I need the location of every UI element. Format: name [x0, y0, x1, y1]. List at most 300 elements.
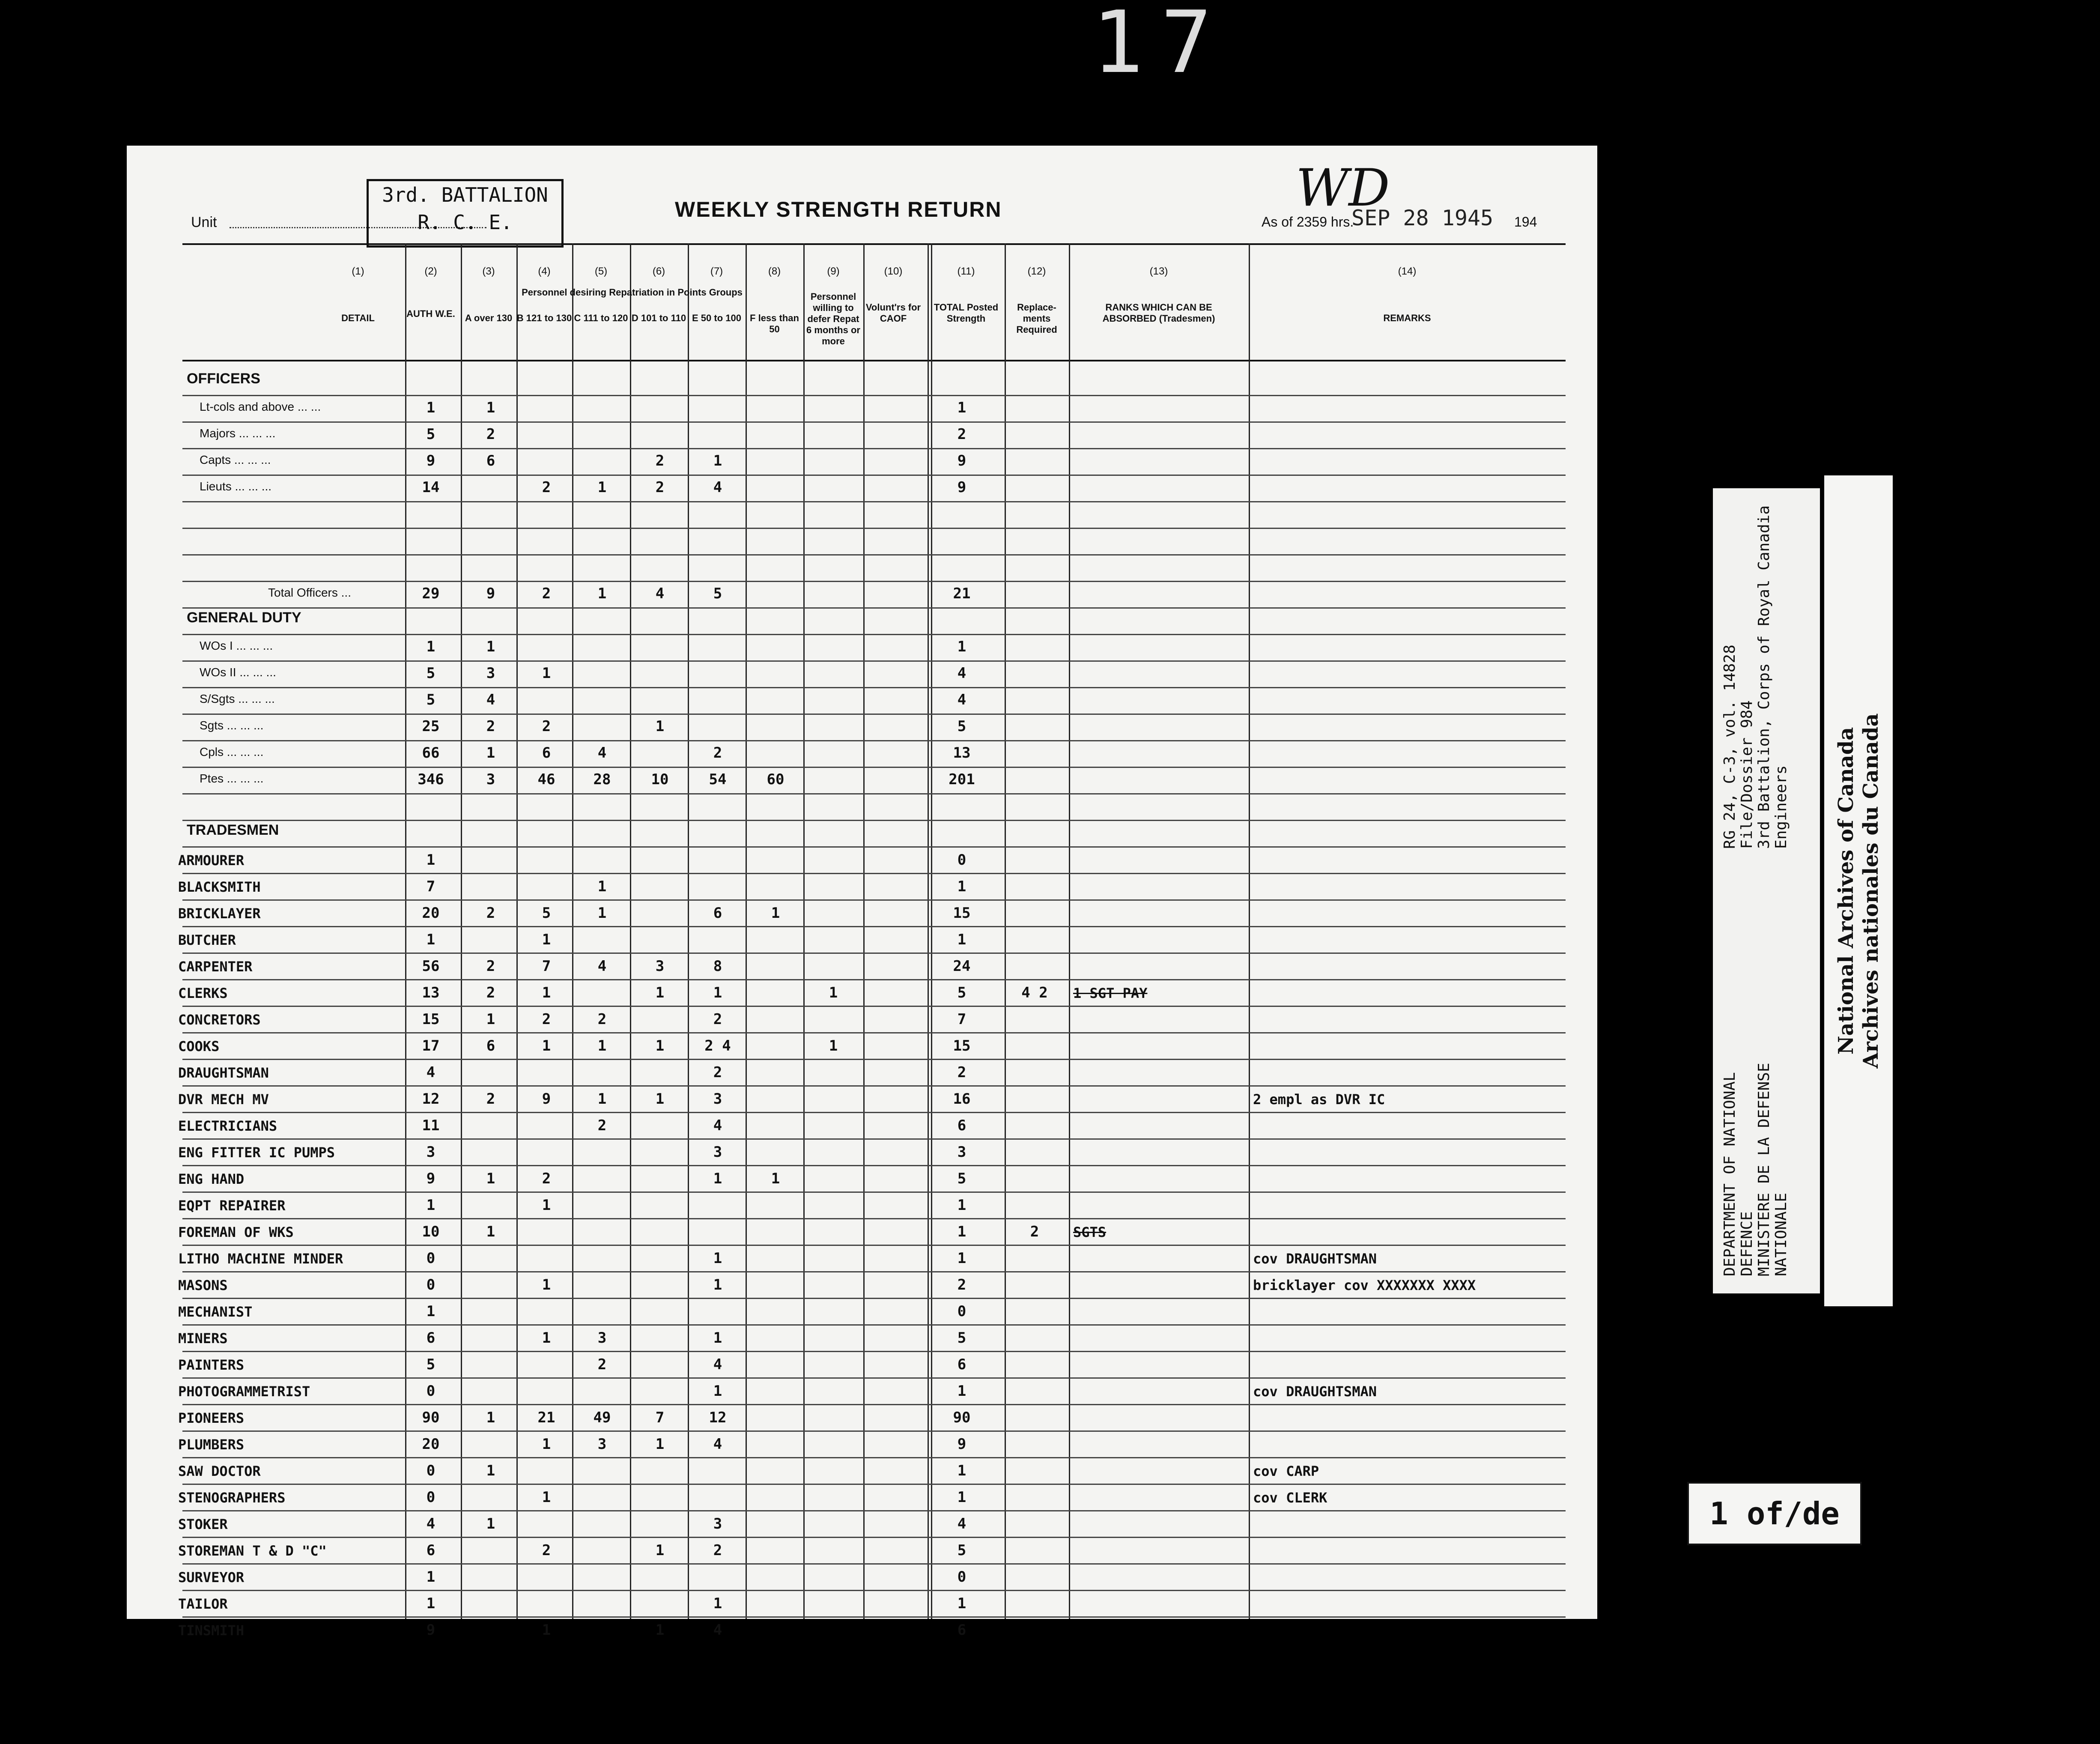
cell-c11: 1: [957, 1383, 966, 1400]
col-num-13: (13): [1149, 266, 1168, 277]
cell-c4: 7: [542, 958, 551, 975]
remark-text: 2 empl as DVR IC: [1253, 1091, 1385, 1108]
cell-c11: 0: [957, 851, 966, 869]
row-detail: Ptes ... ... ...: [200, 772, 264, 785]
cell-c11: 21: [953, 585, 971, 602]
cell-c2: 0: [426, 1276, 436, 1293]
cell-c2: 4: [426, 1515, 436, 1532]
row-rule: [182, 953, 1566, 954]
cell-c2: 9: [426, 452, 436, 469]
row-rule: [182, 1218, 1566, 1219]
cell-c2: 1: [426, 931, 436, 948]
cell-c2: 20: [422, 905, 440, 922]
cell-c2: 29: [422, 585, 440, 602]
reference-line: File/Dossier 984: [1738, 700, 1756, 849]
row-rule: [182, 1537, 1566, 1538]
cell-c6: 1: [655, 1037, 665, 1054]
row-detail: CARPENTER: [178, 959, 253, 975]
handwritten-note: WD: [1296, 158, 1390, 218]
cell-c7: 8: [713, 958, 722, 975]
reference-line: RG 24, C-3, vol. 14828: [1721, 645, 1739, 849]
cell-c6: 2: [655, 479, 665, 496]
col-head-remarks: REMARKS: [1383, 313, 1431, 323]
section-general-duty: GENERAL DUTY: [187, 609, 301, 626]
cell-c4: 1: [542, 1197, 551, 1214]
cell-c2: 1: [426, 1303, 436, 1320]
row-detail: MASONS: [178, 1277, 228, 1293]
row-rule: [182, 607, 1566, 609]
cell-c7: 1: [713, 452, 722, 469]
col-head-a: A over 130: [465, 313, 513, 323]
cell-c11: 0: [957, 1568, 966, 1586]
cell-c11: 2: [957, 1064, 966, 1081]
row-rule: [182, 448, 1566, 449]
cell-c3: 4: [486, 691, 495, 708]
row-rule: [182, 846, 1566, 848]
row-rule: [182, 395, 1566, 396]
col-head-detail: DETAIL: [341, 313, 375, 323]
dept-line: DEPARTMENT OF NATIONAL: [1721, 1072, 1739, 1276]
cell-c11: 6: [957, 1622, 966, 1639]
col-num-11: (11): [957, 266, 975, 277]
row-detail: FOREMAN OF WKS: [178, 1224, 294, 1240]
column-rule: [746, 243, 747, 1619]
section-officers: OFFICERS: [187, 370, 260, 387]
cell-c2: 5: [426, 426, 436, 443]
col-head-defer: Personnel willing to defer Repat 6 months or more: [806, 291, 860, 346]
cell-c2: 20: [422, 1436, 440, 1453]
cell-c6: 1: [655, 1622, 665, 1639]
row-rule: [182, 820, 1566, 821]
cell-c2: 15: [422, 1011, 440, 1028]
cell-c11: 2: [957, 426, 966, 443]
row-rule: [182, 1006, 1566, 1007]
row-detail: COOKS: [178, 1038, 220, 1054]
row-rule: [182, 1351, 1566, 1352]
row-detail: SURVEYOR: [178, 1569, 245, 1586]
archives-card-inner: [1824, 475, 1893, 1306]
ranks-absorbed: 1 SGT PAY: [1073, 985, 1148, 1001]
cell-c11: 1: [957, 1595, 966, 1612]
cell-c7: 1: [713, 1595, 722, 1612]
row-detail: ELECTRICIANS: [178, 1118, 277, 1134]
cell-c4: 2: [542, 1542, 551, 1559]
row-detail: ENG HAND: [178, 1171, 245, 1187]
row-detail: WOs II ... ... ...: [200, 666, 276, 679]
cell-c11: 1: [957, 1489, 966, 1506]
cell-c11: 2: [957, 1276, 966, 1293]
cell-c2: 90: [422, 1409, 440, 1426]
cell-c11: 16: [953, 1090, 971, 1108]
cell-c11: 5: [957, 984, 966, 1001]
row-detail: S/Sgts ... ... ...: [200, 692, 275, 705]
cell-c7: 4: [713, 1436, 722, 1453]
cell-c3: 1: [486, 1011, 495, 1028]
row-rule: [182, 1165, 1566, 1166]
col-num-2: (2): [424, 266, 437, 277]
col-head-d: D 101 to 110: [631, 313, 686, 323]
column-rule: [1249, 243, 1250, 1619]
column-rule: [630, 243, 631, 1619]
cell-c7: 1: [713, 1329, 722, 1347]
col-head-b: B 121 to 130: [516, 313, 572, 323]
dept-block: [1721, 1063, 1790, 1277]
cell-c11: 1: [957, 878, 966, 895]
row-rule: [182, 1192, 1566, 1193]
cell-c11: 1: [957, 1223, 966, 1240]
row-detail: STOREMAN T & D "C": [178, 1543, 327, 1559]
col-head-auth: AUTH W.E.: [406, 308, 455, 319]
cell-c8: 60: [767, 771, 785, 788]
cell-c7: 6: [713, 905, 722, 922]
cell-c5: 4: [597, 958, 607, 975]
as-of-date-stamp: SEP 28 1945: [1351, 206, 1494, 230]
cell-c6: 1: [655, 1436, 665, 1453]
dept-line: DEFENCE: [1738, 1211, 1756, 1276]
cell-c7: 12: [709, 1409, 727, 1426]
column-rule: [461, 243, 462, 1619]
remark-text: cov CLERK: [1253, 1490, 1327, 1506]
cell-c11: 5: [957, 1170, 966, 1187]
cell-c11: 1: [957, 638, 966, 655]
reference-line: Engineers: [1772, 765, 1790, 849]
row-detail: ENG FITTER IC PUMPS: [178, 1144, 335, 1161]
cell-c3: 3: [486, 771, 495, 788]
cell-c11: 5: [957, 1542, 966, 1559]
archive-card-text: [1713, 493, 1824, 1289]
row-rule: [182, 581, 1566, 582]
cell-c4: 2: [542, 1011, 551, 1028]
group-header: Personnel desiring Repatriation in Points Groups: [522, 287, 743, 298]
row-detail: SAW DOCTOR: [178, 1463, 261, 1479]
column-rule: [572, 243, 573, 1619]
col-num-5: (5): [594, 266, 608, 277]
cell-c4: 1: [542, 1037, 551, 1054]
row-detail: Lieuts ... ... ...: [200, 480, 272, 493]
cell-c6: 7: [655, 1409, 665, 1426]
cell-c5: 2: [597, 1117, 607, 1134]
cell-c2: 4: [426, 1064, 436, 1081]
archives-card-text: [1824, 475, 1893, 1306]
row-rule: [182, 1138, 1566, 1140]
row-rule: [182, 660, 1566, 662]
cell-c6: 2: [655, 452, 665, 469]
cell-c12: 2: [1030, 1223, 1039, 1240]
cell-c11: 9: [957, 452, 966, 469]
cell-c4: 1: [542, 1489, 551, 1506]
cell-c6: 1: [655, 1542, 665, 1559]
row-detail: PAINTERS: [178, 1357, 245, 1373]
cell-c7: 2: [713, 744, 722, 762]
cell-c11: 4: [957, 665, 966, 682]
cell-c6: 1: [655, 1090, 665, 1108]
cell-c11: 13: [953, 744, 971, 762]
col-num-10: (10): [884, 266, 903, 277]
cell-c7: 2: [713, 1011, 722, 1028]
row-rule: [182, 554, 1566, 555]
cell-c5: 2: [597, 1011, 607, 1028]
dept-line: MINISTERE DE LA DEFENSE: [1755, 1063, 1773, 1276]
col-head-replacements: Replace-ments Required: [1016, 302, 1057, 335]
row-detail: TINSMITH: [178, 1622, 245, 1639]
cell-c5: 4: [597, 744, 607, 762]
cell-c4: 2: [542, 1170, 551, 1187]
cell-c11: 1: [957, 931, 966, 948]
row-rule: [182, 1377, 1566, 1379]
row-detail: DRAUGHTSMAN: [178, 1065, 269, 1081]
row-rule: [182, 1590, 1566, 1591]
column-rule: [516, 243, 518, 1619]
row-detail: Lt-cols and above ... ...: [200, 400, 321, 413]
row-rule: [182, 1298, 1566, 1299]
cell-c11: 6: [957, 1356, 966, 1373]
cell-c2: 1: [426, 1595, 436, 1612]
dept-line: NATIONALE: [1772, 1192, 1790, 1276]
cell-c7: 3: [713, 1144, 722, 1161]
col-head-f: F less than 50: [750, 313, 799, 334]
cell-c11: 15: [953, 905, 971, 922]
row-rule: [182, 1510, 1566, 1511]
cell-c2: 1: [426, 1568, 436, 1586]
row-detail: CLERKS: [178, 985, 228, 1001]
cell-c11: 7: [957, 1011, 966, 1028]
cell-c11: 3: [957, 1144, 966, 1161]
archive-card-inner: [1713, 493, 1820, 1289]
cell-c2: 5: [426, 1356, 436, 1373]
cell-c3: 2: [486, 984, 495, 1001]
cell-c6: 1: [655, 984, 665, 1001]
col-num-9: (9): [827, 266, 840, 277]
cell-c7: 4: [713, 1117, 722, 1134]
cell-c9: 1: [829, 1037, 838, 1054]
row-detail: LITHO MACHINE MINDER: [178, 1251, 343, 1267]
cell-c2: 0: [426, 1462, 436, 1479]
col-head-total: TOTAL Posted Strength: [934, 302, 999, 324]
column-rule: [928, 243, 929, 1619]
row-rule: [182, 421, 1566, 423]
cell-c4: 5: [542, 905, 551, 922]
cell-c4: 9: [542, 1090, 551, 1108]
cell-c2: 5: [426, 665, 436, 682]
row-detail: MECHANIST: [178, 1304, 253, 1320]
cell-c5: 1: [597, 905, 607, 922]
cell-c11: 201: [949, 771, 975, 788]
row-rule: [182, 1112, 1566, 1113]
row-rule: [182, 475, 1566, 476]
col-head-ranks: RANKS WHICH CAN BE ABSORBED (Tradesmen): [1102, 302, 1215, 324]
cell-c3: 2: [486, 1090, 495, 1108]
stamp-line-1: 3rd. BATTALION: [382, 183, 548, 206]
cell-c2: 3: [426, 1144, 436, 1161]
row-rule: [182, 1404, 1566, 1405]
cell-c2: 6: [426, 1542, 436, 1559]
row-rule: [182, 1271, 1566, 1272]
row-rule: [182, 634, 1566, 635]
row-rule: [182, 899, 1566, 901]
cell-c2: 1: [426, 638, 436, 655]
ranks-absorbed: SGTS: [1073, 1224, 1107, 1240]
cell-c2: 6: [426, 1329, 436, 1347]
cell-c11: 0: [957, 1303, 966, 1320]
row-detail: CONCRETORS: [178, 1012, 261, 1028]
year-suffix: 194: [1514, 214, 1537, 230]
cell-c2: 0: [426, 1489, 436, 1506]
cell-c4: 2: [542, 718, 551, 735]
cell-c7: 3: [713, 1515, 722, 1532]
row-rule: [182, 1032, 1566, 1033]
cell-c5: 1: [597, 585, 607, 602]
cell-c11: 1: [957, 1462, 966, 1479]
row-detail: DVR MECH MV: [178, 1091, 269, 1108]
row-rule: [182, 1059, 1566, 1060]
cell-c11: 90: [953, 1409, 971, 1426]
cell-c7: 4: [713, 1622, 722, 1639]
header-rule-bottom: [182, 360, 1566, 361]
cell-c3: 1: [486, 638, 495, 655]
row-rule: [182, 501, 1566, 502]
cell-c2: 1: [426, 399, 436, 416]
cell-c2: 17: [422, 1037, 440, 1054]
cell-c4: 1: [542, 665, 551, 682]
cell-c2: 0: [426, 1383, 436, 1400]
cell-c3: 1: [486, 1170, 495, 1187]
row-rule: [182, 1324, 1566, 1326]
row-rule: [182, 1484, 1566, 1485]
cell-c3: 9: [486, 585, 495, 602]
cell-c4: 1: [542, 984, 551, 1001]
cell-c5: 3: [597, 1329, 607, 1347]
cell-c5: 28: [593, 771, 611, 788]
row-rule: [182, 926, 1566, 927]
as-of-label: As of 2359 hrs.: [1262, 214, 1354, 230]
cell-c2: 56: [422, 958, 440, 975]
cell-c4: 46: [537, 771, 555, 788]
cell-c7: 1: [713, 1383, 722, 1400]
cell-c3: 2: [486, 426, 495, 443]
cell-c4: 1: [542, 1622, 551, 1639]
cell-c2: 10: [422, 1223, 440, 1240]
cell-c11: 5: [957, 718, 966, 735]
cell-c5: 1: [597, 878, 607, 895]
cell-c4: 1: [542, 1329, 551, 1347]
cell-c7: 3: [713, 1090, 722, 1108]
row-detail: Cpls ... ... ...: [200, 745, 264, 759]
form-title: WEEKLY STRENGTH RETURN: [675, 197, 1002, 221]
cell-c4: 1: [542, 1276, 551, 1293]
col-num-4: (4): [538, 266, 551, 277]
cell-c6: 4: [655, 585, 665, 602]
cell-c5: 3: [597, 1436, 607, 1453]
cell-c2: 5: [426, 691, 436, 708]
col-head-caof: Volunt'rs for CAOF: [865, 302, 921, 324]
row-rule: [182, 1457, 1566, 1458]
cell-c3: 2: [486, 718, 495, 735]
row-rule: [182, 873, 1566, 874]
page-label: 1 of/de: [1687, 1482, 1862, 1545]
row-detail: Sgts ... ... ...: [200, 719, 264, 732]
row-detail: ARMOURER: [178, 852, 245, 869]
cell-c2: 9: [426, 1622, 436, 1639]
col-head-c: C 111 to 120: [574, 313, 628, 323]
cell-c7: 54: [709, 771, 727, 788]
row-detail: Majors ... ... ...: [200, 427, 276, 440]
row-detail: PHOTOGRAMMETRIST: [178, 1383, 310, 1400]
col-num-8: (8): [768, 266, 781, 277]
row-detail: TAILOR: [178, 1596, 228, 1612]
cell-c5: 49: [593, 1409, 611, 1426]
row-rule: [182, 793, 1566, 794]
cell-c5: 1: [597, 479, 607, 496]
col-num-3: (3): [482, 266, 495, 277]
remark-text: bricklayer cov XXXXXXX XXXX: [1253, 1277, 1476, 1293]
row-detail: PLUMBERS: [178, 1436, 245, 1453]
remark-text: cov CARP: [1253, 1463, 1319, 1479]
cell-c9: 1: [829, 984, 838, 1001]
cell-c3: 1: [486, 399, 495, 416]
cell-c4: 1: [542, 1436, 551, 1453]
cell-c11: 1: [957, 1250, 966, 1267]
row-detail: EQPT REPAIRER: [178, 1198, 286, 1214]
cell-c11: 15: [953, 1037, 971, 1054]
cell-c3: 1: [486, 1462, 495, 1479]
column-rule: [688, 243, 689, 1619]
cell-c5: 1: [597, 1037, 607, 1054]
cell-c4: 2: [542, 585, 551, 602]
cell-c11: 9: [957, 479, 966, 496]
row-rule: [182, 687, 1566, 688]
row-detail: BRICKLAYER: [178, 905, 261, 922]
cell-c3: 1: [486, 1409, 495, 1426]
cell-c3: 6: [486, 1037, 495, 1054]
cell-c11: 4: [957, 691, 966, 708]
row-detail: BLACKSMITH: [178, 879, 261, 895]
row-detail: WOs I ... ... ...: [200, 639, 273, 652]
row-rule: [182, 767, 1566, 768]
cell-c2: 0: [426, 1250, 436, 1267]
column-rule: [931, 243, 932, 1619]
cell-c4: 21: [537, 1409, 555, 1426]
cell-c2: 11: [422, 1117, 440, 1134]
cell-c2: 66: [422, 744, 440, 762]
cell-c3: 1: [486, 744, 495, 762]
cell-c7: 1: [713, 1276, 722, 1293]
cell-c7: 2 4: [704, 1037, 731, 1054]
cell-c4: 1: [542, 931, 551, 948]
cell-c11: 1: [957, 399, 966, 416]
col-head-e: E 50 to 100: [692, 313, 741, 323]
header-rule-top: [182, 243, 1566, 245]
cell-c8: 1: [771, 1170, 780, 1187]
col-num-12: (12): [1027, 266, 1046, 277]
cell-c4: 6: [542, 744, 551, 762]
archives-name-fr: Archives nationales du Canada: [1859, 713, 1883, 1069]
cell-c7: 1: [713, 1250, 722, 1267]
row-detail: STOKER: [178, 1516, 228, 1532]
col-num-6: (6): [652, 266, 665, 277]
column-rule: [863, 243, 865, 1619]
cell-c12: 4 2: [1021, 984, 1048, 1001]
reference-block: [1721, 505, 1790, 849]
section-tradesmen: TRADESMEN: [187, 822, 279, 838]
stamp-line-2: R. C. E.: [418, 211, 513, 234]
cell-c6: 3: [655, 958, 665, 975]
row-rule: [182, 528, 1566, 529]
cell-c11: 1: [957, 1197, 966, 1214]
row-rule: [182, 1616, 1566, 1618]
row-rule: [182, 979, 1566, 980]
row-detail: MINERS: [178, 1330, 228, 1347]
row-rule: [182, 1430, 1566, 1432]
